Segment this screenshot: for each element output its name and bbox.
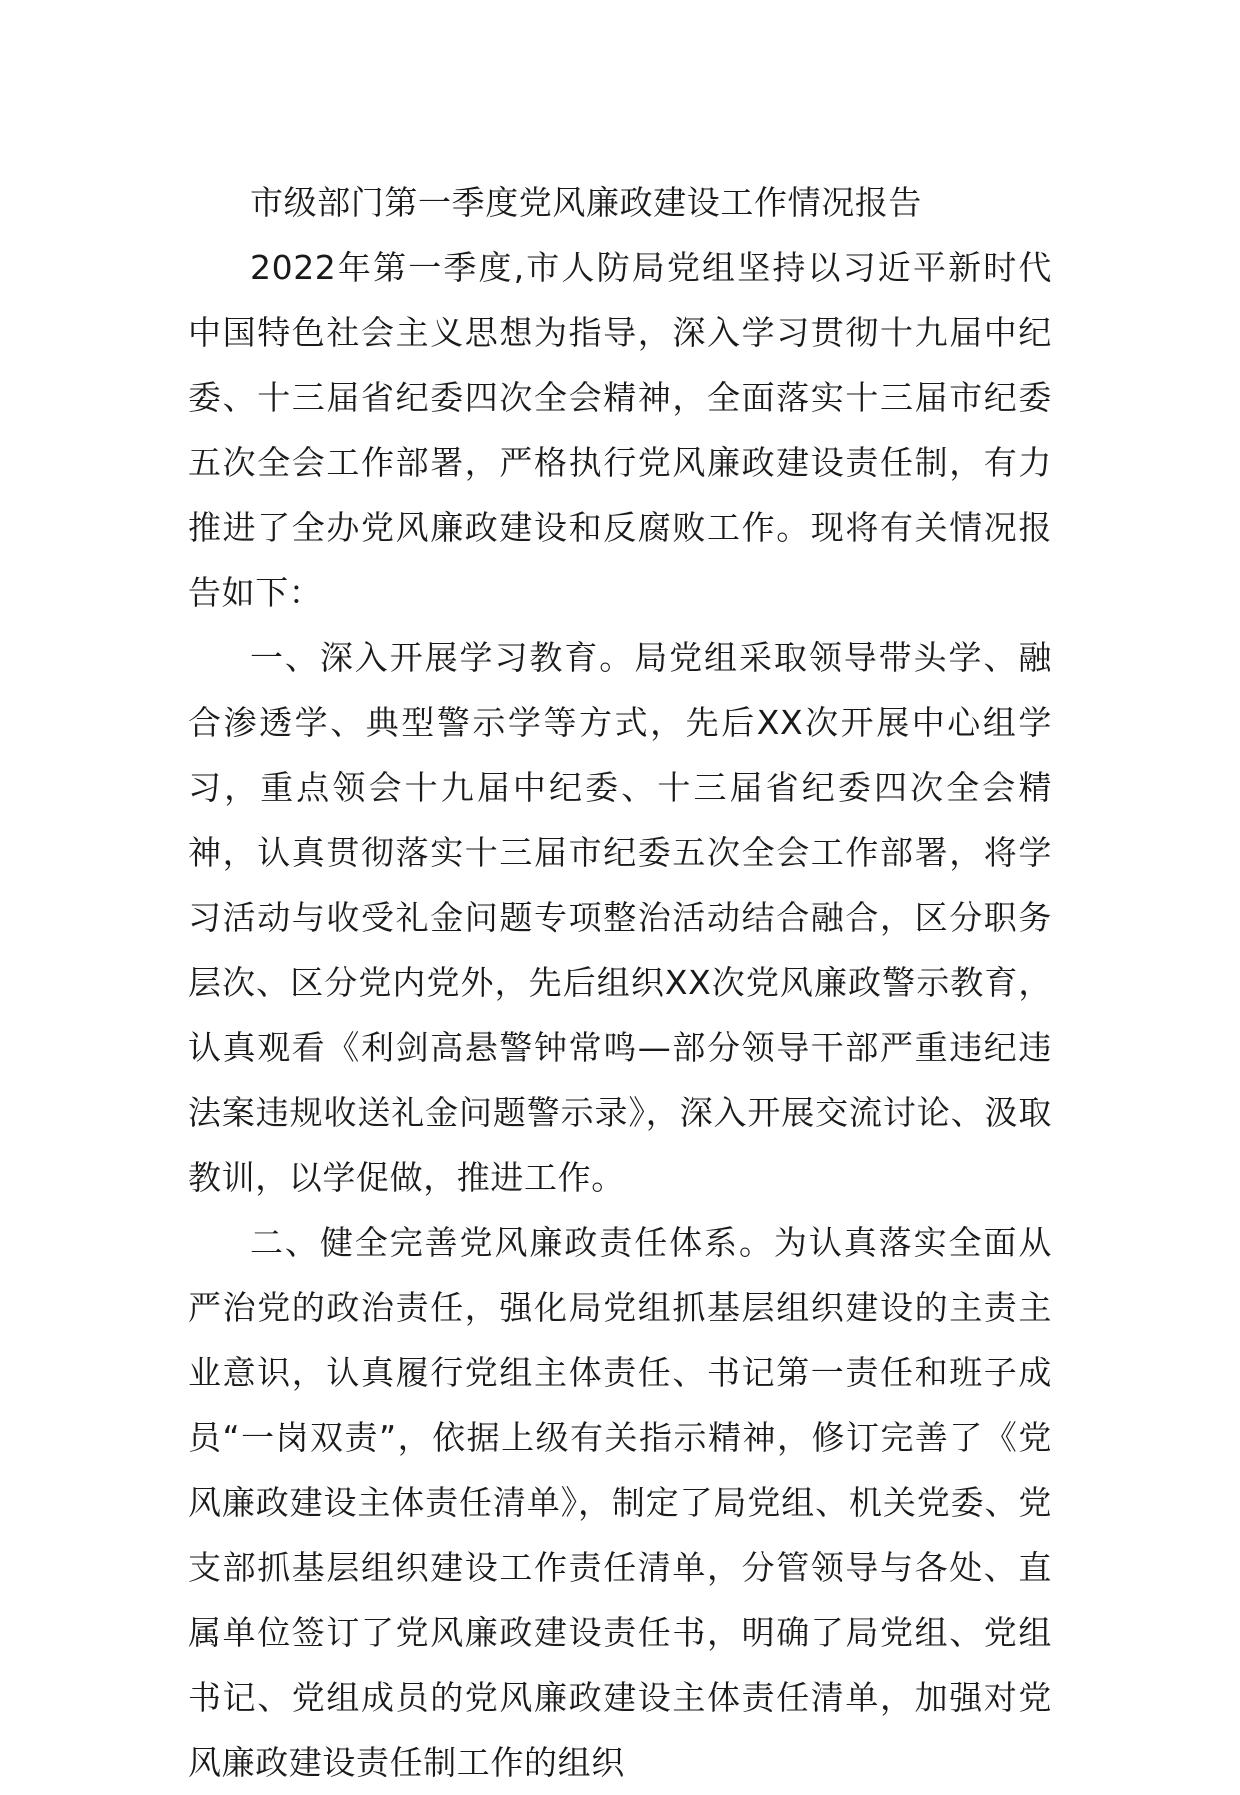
paragraph-intro: 2022年第一季度,市人防局党组坚持以习近平新时代中国特色社会主义思想为指导，深入学习贯彻十九届中纪委、十三届省纪委四次全会精神，全面落实十三届市纪委五次全会工作部署，严格执行党风廉政建设责任制，有力推进了全办党风廉政建设和反腐败工作。现将有关情况报告如下： bbox=[188, 248, 1052, 612]
document-body bbox=[188, 170, 1052, 1795]
paragraph-section-1: 一、深入开展学习教育。局党组采取领导带头学、融合渗透学、典型警示学等方式，先后XX次开展中心组学习，重点领会十九届中纪委、十三届省纪委四次全会精神，认真贯彻落实十三届市纪委五次全会工作部署，将学习活动与收受礼金问题专项整治活动结合融合，区分职务层次、区分党内党外，先后组织XX次党风廉政警示教育，认真观看《利剑高悬警钟常鸣—部分领导干部严重违纪违法案违规收送礼金问题警示录》，深入开展交流讨论、汲取教训，以学促做，推进工作。 bbox=[188, 638, 1052, 1197]
document-title: 市级部门第一季度党风廉政建设工作情况报告 bbox=[250, 183, 922, 222]
paragraph-section-2: 二、健全完善党风廉政责任体系。为认真落实全面从严治党的政治责任，强化局党组抓基层组织建设的主责主业意识，认真履行党组主体责任、书记第一责任和班子成员“一岗双责”，依据上级有关指示精神，修订完善了《党风廉政建设主体责任清单》，制定了局党组、机关党委、党支部抓基层组织建设工作责任清单，分管领导与各处、直属单位签订了党风廉政建设责任书，明确了局党组、党组书记、党组成员的党风廉政建设主体责任清单，加强对党风廉政建设责任制工作的组织 bbox=[188, 1223, 1052, 1782]
